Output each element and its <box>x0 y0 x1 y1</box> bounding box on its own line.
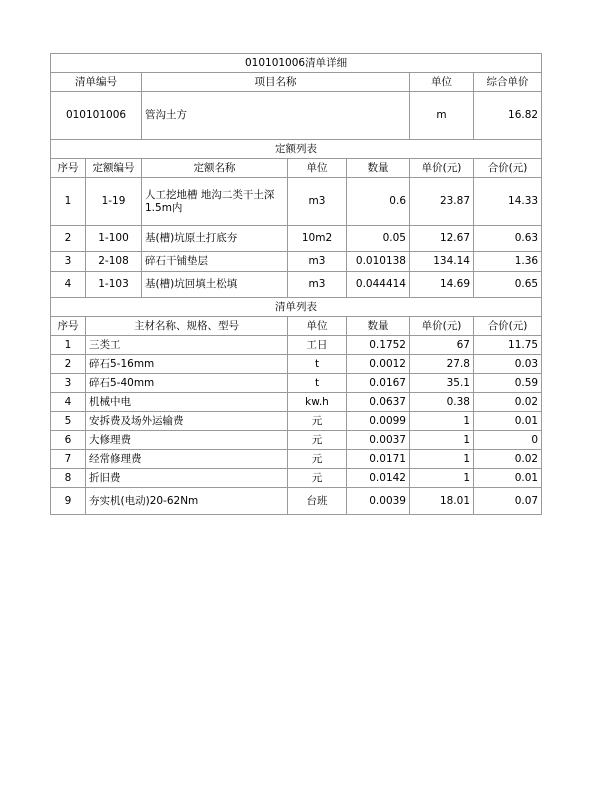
material-qty: 0.0099 <box>347 412 410 431</box>
material-name: 碎石5-16mm <box>86 355 288 374</box>
bill-name-header: 项目名称 <box>142 73 410 92</box>
quota-section-title: 定额列表 <box>51 140 542 159</box>
material-total: 0.07 <box>474 488 542 515</box>
material-name: 夯实机(电动)20-62Nm <box>86 488 288 515</box>
quota-qty: 0.044414 <box>347 272 410 298</box>
quota-total: 0.65 <box>474 272 542 298</box>
material-unit: 元 <box>288 469 347 488</box>
material-price: 1 <box>410 469 474 488</box>
sheet-title: 010101006清单详细 <box>51 54 542 73</box>
material-row <box>51 469 542 488</box>
quota-col-qty: 数量 <box>347 159 410 178</box>
quota-header-row <box>51 159 542 178</box>
material-qty: 0.0012 <box>347 355 410 374</box>
material-name: 安拆费及场外运输费 <box>86 412 288 431</box>
quota-col-no: 序号 <box>51 159 86 178</box>
material-price: 18.01 <box>410 488 474 515</box>
bill-detail-table <box>50 53 542 515</box>
material-price: 35.1 <box>410 374 474 393</box>
quota-col-code: 定额编号 <box>86 159 142 178</box>
material-unit: t <box>288 355 347 374</box>
material-no: 6 <box>51 431 86 450</box>
material-row <box>51 393 542 412</box>
quota-row <box>51 226 542 252</box>
material-total: 0.01 <box>474 412 542 431</box>
material-name: 机械中电 <box>86 393 288 412</box>
material-no: 2 <box>51 355 86 374</box>
material-total: 0 <box>474 431 542 450</box>
material-qty: 0.0171 <box>347 450 410 469</box>
material-unit: 工日 <box>288 336 347 355</box>
quota-price: 12.67 <box>410 226 474 252</box>
material-unit: t <box>288 374 347 393</box>
bill-unit-header: 单位 <box>410 73 474 92</box>
quota-unit: m3 <box>288 272 347 298</box>
bill-code-header: 清单编号 <box>51 73 142 92</box>
quota-name: 基(槽)坑原土打底夯 <box>142 226 288 252</box>
quota-code: 1-100 <box>86 226 142 252</box>
material-no: 9 <box>51 488 86 515</box>
material-total: 0.02 <box>474 450 542 469</box>
quota-name: 人工挖地槽 地沟二类干土深1.5m内 <box>142 178 288 226</box>
material-no: 3 <box>51 374 86 393</box>
quota-no: 2 <box>51 226 86 252</box>
material-row <box>51 450 542 469</box>
material-no: 7 <box>51 450 86 469</box>
material-col-price: 单价(元) <box>410 317 474 336</box>
material-no: 5 <box>51 412 86 431</box>
quota-price: 23.87 <box>410 178 474 226</box>
material-no: 8 <box>51 469 86 488</box>
quota-code: 2-108 <box>86 252 142 272</box>
quota-col-name: 定额名称 <box>142 159 288 178</box>
material-qty: 0.0037 <box>347 431 410 450</box>
material-name: 大修理费 <box>86 431 288 450</box>
material-qty: 0.1752 <box>347 336 410 355</box>
material-section-title: 清单列表 <box>51 298 542 317</box>
material-name: 三类工 <box>86 336 288 355</box>
material-price: 67 <box>410 336 474 355</box>
material-unit: 元 <box>288 450 347 469</box>
material-unit: 元 <box>288 412 347 431</box>
bill-code: 010101006 <box>51 92 142 140</box>
quota-row <box>51 252 542 272</box>
material-row <box>51 488 542 515</box>
material-price: 1 <box>410 450 474 469</box>
material-total: 0.02 <box>474 393 542 412</box>
quota-unit: m3 <box>288 178 347 226</box>
quota-qty: 0.010138 <box>347 252 410 272</box>
material-name: 碎石5-40mm <box>86 374 288 393</box>
quota-total: 0.63 <box>474 226 542 252</box>
quota-col-price: 单价(元) <box>410 159 474 178</box>
material-no: 1 <box>51 336 86 355</box>
material-col-qty: 数量 <box>347 317 410 336</box>
material-name: 折旧费 <box>86 469 288 488</box>
material-price: 1 <box>410 412 474 431</box>
material-qty: 0.0142 <box>347 469 410 488</box>
material-total: 0.03 <box>474 355 542 374</box>
material-unit: 台班 <box>288 488 347 515</box>
bill-unit: m <box>410 92 474 140</box>
quota-unit: m3 <box>288 252 347 272</box>
quota-qty: 0.6 <box>347 178 410 226</box>
material-price: 1 <box>410 431 474 450</box>
material-name: 经常修理费 <box>86 450 288 469</box>
quota-col-unit: 单位 <box>288 159 347 178</box>
material-row <box>51 374 542 393</box>
quota-total: 14.33 <box>474 178 542 226</box>
material-total: 11.75 <box>474 336 542 355</box>
bill-price: 16.82 <box>474 92 542 140</box>
material-qty: 0.0039 <box>347 488 410 515</box>
material-col-no: 序号 <box>51 317 86 336</box>
quota-total: 1.36 <box>474 252 542 272</box>
material-qty: 0.0637 <box>347 393 410 412</box>
material-row <box>51 336 542 355</box>
material-price: 0.38 <box>410 393 474 412</box>
material-col-total: 合价(元) <box>474 317 542 336</box>
material-col-name: 主材名称、规格、型号 <box>86 317 288 336</box>
quota-row <box>51 178 542 226</box>
material-row <box>51 355 542 374</box>
bill-name: 管沟土方 <box>142 92 410 140</box>
material-row <box>51 431 542 450</box>
quota-name: 碎石干铺垫层 <box>142 252 288 272</box>
material-price: 27.8 <box>410 355 474 374</box>
quota-col-total: 合价(元) <box>474 159 542 178</box>
material-unit: 元 <box>288 431 347 450</box>
quota-no: 4 <box>51 272 86 298</box>
quota-code: 1-103 <box>86 272 142 298</box>
quota-name: 基(槽)坑回填土松填 <box>142 272 288 298</box>
quota-price: 14.69 <box>410 272 474 298</box>
quota-code: 1-19 <box>86 178 142 226</box>
material-total: 0.01 <box>474 469 542 488</box>
quota-qty: 0.05 <box>347 226 410 252</box>
material-no: 4 <box>51 393 86 412</box>
bill-price-header: 综合单价 <box>474 73 542 92</box>
quota-price: 134.14 <box>410 252 474 272</box>
material-row <box>51 412 542 431</box>
material-col-unit: 单位 <box>288 317 347 336</box>
quota-unit: 10m2 <box>288 226 347 252</box>
quota-row <box>51 272 542 298</box>
material-qty: 0.0167 <box>347 374 410 393</box>
quota-no: 1 <box>51 178 86 226</box>
material-total: 0.59 <box>474 374 542 393</box>
material-unit: kw.h <box>288 393 347 412</box>
quota-no: 3 <box>51 252 86 272</box>
material-header-row <box>51 317 542 336</box>
